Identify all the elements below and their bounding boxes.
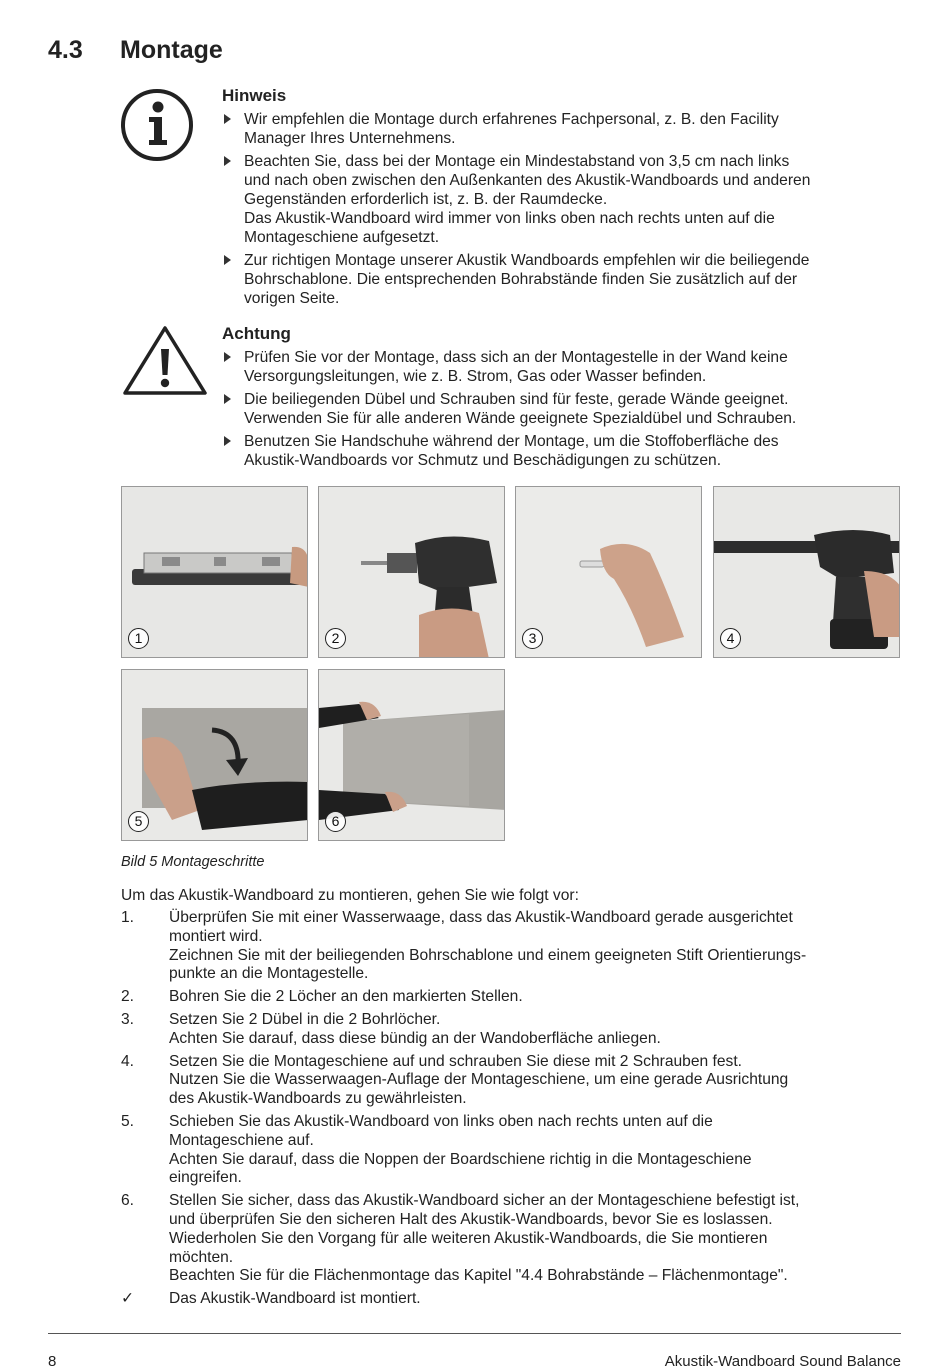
text-line: Setzen Sie die Montageschiene auf und schrauben Sie diese mit 2 Schrauben fest. bbox=[169, 1052, 743, 1070]
intro-text: Um das Akustik-Wandboard zu montieren, gehen Sie wie folgt vor: bbox=[121, 887, 579, 904]
hinweis-title: Hinweis bbox=[222, 86, 287, 105]
text-line: Wiederholen Sie den Vorgang für alle weiteren Akustik-Wandboards, die Sie montieren bbox=[169, 1229, 768, 1247]
text-line: Schieben Sie das Akustik-Wandboard von links oben nach rechts unten auf die bbox=[169, 1112, 713, 1130]
text-line: Achten Sie darauf, dass diese bündig an der Wandoberfläche anliegen. bbox=[169, 1029, 661, 1047]
text-line: und nach oben zwischen den Außenkanten des Akustik-Wandboards und anderen bbox=[244, 172, 811, 189]
text-line: Nutzen Sie die Wasserwaagen-Auflage der Montageschiene, um eine gerade Ausrichtung bbox=[169, 1071, 789, 1089]
text-line: Montageschiene aufgesetzt. bbox=[244, 229, 440, 246]
achtung-item bbox=[222, 432, 912, 470]
step-number: 2. bbox=[121, 988, 135, 1006]
step-item bbox=[121, 1053, 911, 1109]
text-line: Benutzen Sie Handschuhe während der Montage, um die Stoffoberfläche des bbox=[244, 433, 779, 450]
step-number-badge: 2 bbox=[325, 628, 346, 649]
bullet-triangle-icon bbox=[224, 352, 231, 362]
text-line: Manager Ihres Unternehmens. bbox=[244, 130, 456, 147]
text-line: Montageschiene auf. bbox=[169, 1131, 314, 1149]
achtung-block bbox=[222, 324, 912, 474]
result-item bbox=[121, 1290, 911, 1309]
step-number: 1. bbox=[121, 909, 135, 926]
step-number: 6. bbox=[121, 1192, 135, 1210]
achtung-item bbox=[222, 348, 912, 386]
footer-title: Akustik-Wandboard Sound Balance bbox=[664, 1353, 901, 1370]
text-line: Überprüfen Sie mit einer Wasserwaage, dass das Akustik-Wandboard gerade ausgerichtet bbox=[169, 909, 793, 926]
hinweis-item bbox=[222, 110, 912, 148]
text-line: Gegenständen erforderlich ist, z. B. der Raumdecke. bbox=[244, 191, 608, 208]
text-line: Stellen Sie sicher, dass das Akustik-Wandboard sicher an der Montageschiene befestigt ist, bbox=[169, 1192, 800, 1210]
bullet-triangle-icon bbox=[224, 114, 231, 124]
page-number: 8 bbox=[48, 1353, 57, 1370]
text-line: Bohrschablone. Die entsprechenden Bohrabstände finden Sie zusätzlich auf der bbox=[244, 271, 798, 288]
photo-step-5 bbox=[121, 669, 308, 841]
warning-icon bbox=[120, 323, 210, 402]
hinweis-item bbox=[222, 152, 912, 247]
text-line: punkte an die Montagestelle. bbox=[169, 965, 369, 983]
text-line: Akustik-Wandboards vor Schmutz und Beschädigungen zu schützen. bbox=[244, 452, 722, 469]
info-icon bbox=[120, 88, 194, 167]
bullet-triangle-icon bbox=[224, 436, 231, 446]
text-line: Bohren Sie die 2 Löcher an den markierten Stellen. bbox=[169, 988, 523, 1006]
text-line: Das Akustik-Wandboard wird immer von links oben nach rechts unten auf die bbox=[244, 210, 775, 227]
step-number-badge: 3 bbox=[522, 628, 543, 649]
step-item bbox=[121, 1113, 911, 1188]
photo-step-4 bbox=[713, 486, 900, 658]
hinweis-item bbox=[222, 251, 912, 308]
text-line: Wir empfehlen die Montage durch erfahrenes Fachpersonal, z. B. den Facility bbox=[244, 111, 779, 128]
text-line: des Akustik-Wandboards zu gewährleisten. bbox=[169, 1090, 467, 1108]
photo-step-2 bbox=[318, 486, 505, 658]
checkmark-icon: ✓ bbox=[121, 1290, 135, 1308]
text-line: Die beiliegenden Dübel und Schrauben sind für feste, gerade Wände geeignet. bbox=[244, 391, 789, 408]
text-line: Das Akustik-Wandboard ist montiert. bbox=[169, 1290, 421, 1308]
text-line: Zur richtigen Montage unserer Akustik Wandboards empfehlen wir die beiliegende bbox=[244, 252, 810, 269]
text-line: Versorgungsleitungen, wie z. B. Strom, Gas oder Wasser befinden. bbox=[244, 368, 707, 385]
step-number-badge: 6 bbox=[325, 811, 346, 832]
text-line: eingreifen. bbox=[169, 1169, 242, 1187]
photo-step-3 bbox=[515, 486, 702, 658]
step-number-badge: 5 bbox=[128, 811, 149, 832]
text-line: Verwenden Sie für alle anderen Wände geeignete Spezialdübel und Schrauben. bbox=[244, 410, 797, 427]
step-number: 5. bbox=[121, 1112, 135, 1130]
step-item bbox=[121, 909, 911, 984]
achtung-title: Achtung bbox=[222, 324, 291, 343]
hinweis-block bbox=[222, 86, 912, 312]
text-line: montiert wird. bbox=[169, 927, 263, 945]
text-line: Prüfen Sie vor der Montage, dass sich an der Montagestelle in der Wand keine bbox=[244, 349, 788, 366]
text-line: Beachten Sie, dass bei der Montage ein Mindestabstand von 3,5 cm nach links bbox=[244, 153, 790, 170]
text-line: möchten. bbox=[169, 1248, 234, 1266]
text-line: Zeichnen Sie mit der beiliegenden Bohrschablone und einem geeigneten Stift Orientierungs- bbox=[169, 946, 807, 964]
photo-step-6 bbox=[318, 669, 505, 841]
footer-divider bbox=[48, 1333, 901, 1334]
step-item bbox=[121, 1192, 911, 1286]
text-line: Setzen Sie 2 Dübel in die 2 Bohrlöcher. bbox=[169, 1010, 441, 1028]
step-item bbox=[121, 1011, 911, 1049]
text-line: Beachten Sie für die Flächenmontage das Kapitel "4.4 Bohrabstände – Flächenmontage". bbox=[169, 1267, 788, 1285]
step-item bbox=[121, 988, 911, 1007]
bullet-triangle-icon bbox=[224, 394, 231, 404]
section-number: 4.3 bbox=[48, 36, 83, 64]
steps-list bbox=[121, 909, 911, 1313]
step-number-badge: 4 bbox=[720, 628, 741, 649]
section-title: Montage bbox=[120, 36, 223, 64]
bullet-triangle-icon bbox=[224, 255, 231, 265]
achtung-item bbox=[222, 390, 912, 428]
text-line: Achten Sie darauf, dass die Noppen der Boardschiene richtig in die Montageschiene bbox=[169, 1150, 752, 1168]
text-line: und überprüfen Sie den sicheren Halt des Akustik-Wandboards, bevor Sie es loslassen. bbox=[169, 1210, 773, 1228]
photo-step-1 bbox=[121, 486, 308, 658]
bullet-triangle-icon bbox=[224, 156, 231, 166]
step-number: 3. bbox=[121, 1010, 135, 1028]
figure-caption: Bild 5 Montageschritte bbox=[121, 854, 265, 870]
step-number: 4. bbox=[121, 1052, 135, 1070]
text-line: vorigen Seite. bbox=[244, 290, 340, 307]
step-number-badge: 1 bbox=[128, 628, 149, 649]
